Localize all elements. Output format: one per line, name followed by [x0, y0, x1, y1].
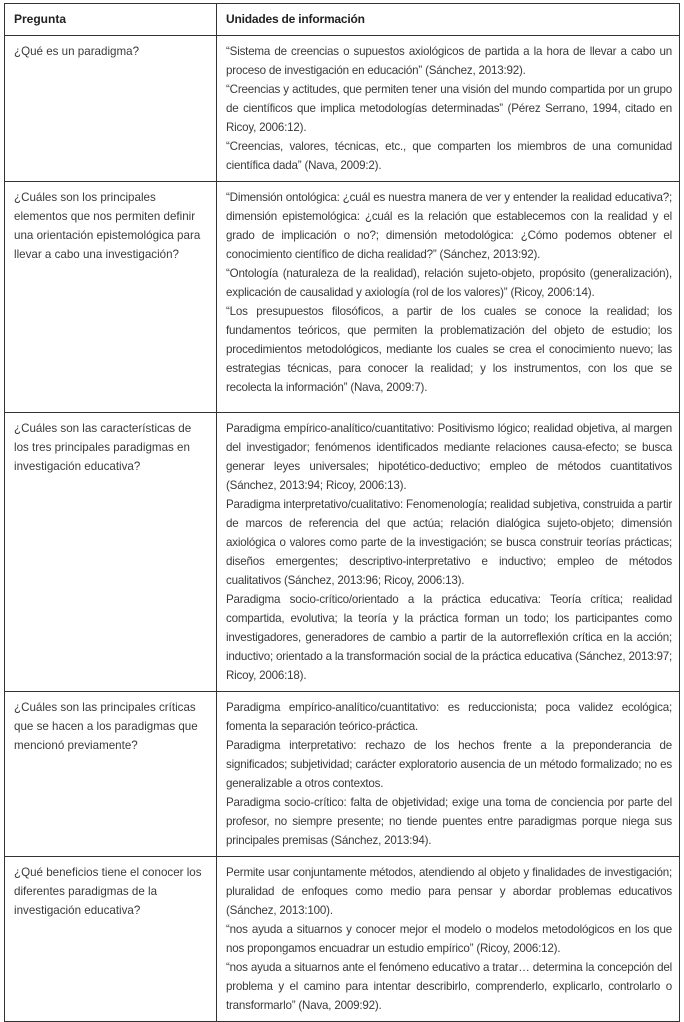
info-paragraph: Permite usar conjuntamente métodos, atendiendo al objeto y finalidades de investigación; pluralidad de enfoques como medio para pensar y abordar problemas educativos (Sánchez, 2013:100).: [226, 866, 672, 917]
info-paragraph: Paradigma empírico-analítico/cuantitativo: Positivismo lógico; realidad objetiva, al margen del investigador; fenómenos identificados mediante relaciones causa-efecto; se busca generar leyes universales; hipotético-deductivo; empleo de métodos cuantitativos (Sánchez, 2013:94; Ricoy, 2006:13).: [226, 422, 672, 492]
info-paragraph: “nos ayuda a situarnos ante el fenómeno educativo a tratar… determina la concepción del problema y el camino para intentar describirlo, comprenderlo, explicarlo, controlarlo o transformarlo” (Nava, 2009:92).: [226, 961, 672, 1012]
info-paragraph: “Creencias y actitudes, que permiten tener una visión del mundo compartida por un grupo de científicos que implica metodologías determinadas” (Pérez Serrano, 1994, citado en Ricoy, 2006:12).: [226, 83, 672, 134]
header-info: Unidades de información: [226, 12, 365, 26]
question-cell: ¿Qué es un paradigma?: [5, 36, 217, 181]
info-paragraph: Paradigma socio-crítico/orientado a la práctica educativa: Teoría crítica; realidad compartida, evolutiva; la teoría y la práctica forman un todo; los participantes como investigadores, generadores de cambio a partir de la autorreflexión crítica en la acción; inductivo; orientado a la transformación social de la práctica educativa (Sánchez, 2013:97; Ricoy, 2006:18).: [226, 593, 672, 682]
table-row: [5, 182, 679, 413]
info-paragraph: “nos ayuda a situarnos y conocer mejor el modelo o modelos metodológicos en los que nos propongamos encuadrar un estudio empírico” (Ricoy, 2006:12).: [226, 923, 672, 955]
info-paragraph: “Creencias, valores, técnicas, etc., que comparten los miembros de una comunidad científica dada” (Nava, 2009:2).: [226, 140, 672, 172]
header-question: Pregunta: [5, 4, 217, 35]
question-cell: ¿Cuáles son los principales elementos que nos permiten definir una orientación epistemológica para llevar a cabo una investigación?: [5, 182, 217, 412]
table-row: [5, 857, 679, 1022]
table-row: [5, 36, 679, 182]
info-paragraph: “Los presupuestos filosóficos, a partir de los cuales se conoce la realidad; los fundamentos teóricos, que permiten la problematización del objeto de estudio; los procedimientos metodológicos, mediante los cuales se crea el conocimiento nuevo; las estrategias técnicas, para conocer la realidad; y los instrumentos, con los que se recolecta la información” (Nava, 2009:7).: [226, 305, 672, 394]
info-paragraph: Paradigma socio-crítico: falta de objetividad; exige una toma de conciencia por parte del profesor, no siempre presente; no tiende puentes entre paradigmas porque niega sus principales premisas (Sánchez, 2013:94).: [226, 796, 672, 847]
info-cell: [217, 413, 679, 691]
info-cell: [217, 857, 679, 1021]
question-cell: ¿Cuáles son las principales críticas que se hacen a los paradigmas que mencionó previamente?: [5, 692, 217, 856]
info-paragraph: Paradigma interpretativo/cualitativo: Fenomenología; realidad subjetiva, construida a partir de marcos de referencia del que actúa; relación dialógica sujeto-objeto; dimensión axiológica o valores como parte de la investigación; se busca construir teorías prácticas; diseños emergentes; descriptivo-interpretativo e inductivo; empleo de métodos cualitativos (Sánchez, 2013:96; Ricoy, 2006:13).: [226, 498, 672, 587]
table-header: [5, 4, 679, 36]
info-paragraph: Paradigma interpretativo: rechazo de los hechos frente a la preponderancia de significados; subjetividad; carácter exploratorio ausencia de un método formalizado; no es generalizable a otros contextos.: [226, 739, 672, 790]
table-row: [5, 692, 679, 857]
info-paragraph: Paradigma empírico-analítico/cuantitativo: es reduccionista; poca validez ecológica; fomenta la separación teórico-práctica.: [226, 701, 672, 733]
paradigms-table: [4, 3, 680, 1022]
question-cell: ¿Qué beneficios tiene el conocer los diferentes paradigmas de la investigación educativa?: [5, 857, 217, 1021]
question-cell: ¿Cuáles son las características de los tres principales paradigmas en investigación educativa?: [5, 413, 217, 691]
info-cell: [217, 182, 679, 412]
info-paragraph: “Sistema de creencias o supuestos axiológicos de partida a la hora de llevar a cabo un proceso de investigación en educación” (Sánchez, 2013:92).: [226, 45, 672, 77]
info-cell: [217, 692, 679, 856]
info-paragraph: “Dimensión ontológica: ¿cuál es nuestra manera de ver y entender la realidad educativa?; dimensión epistemológica: ¿cuál es la relación que establecemos con la realidad y el grado de implicación o no?; dimensión metodológica: ¿Cómo podemos obtener el conocimiento científico de dicha realidad?” (Sánchez, 2013:92).: [226, 191, 672, 261]
info-paragraph: “Ontología (naturaleza de la realidad), relación sujeto-objeto, propósito (generalización), explicación de causalidad y axiología (rol de los valores)” (Ricoy, 2006:14).: [226, 267, 672, 299]
info-cell: [217, 36, 679, 181]
table-row: [5, 413, 679, 692]
